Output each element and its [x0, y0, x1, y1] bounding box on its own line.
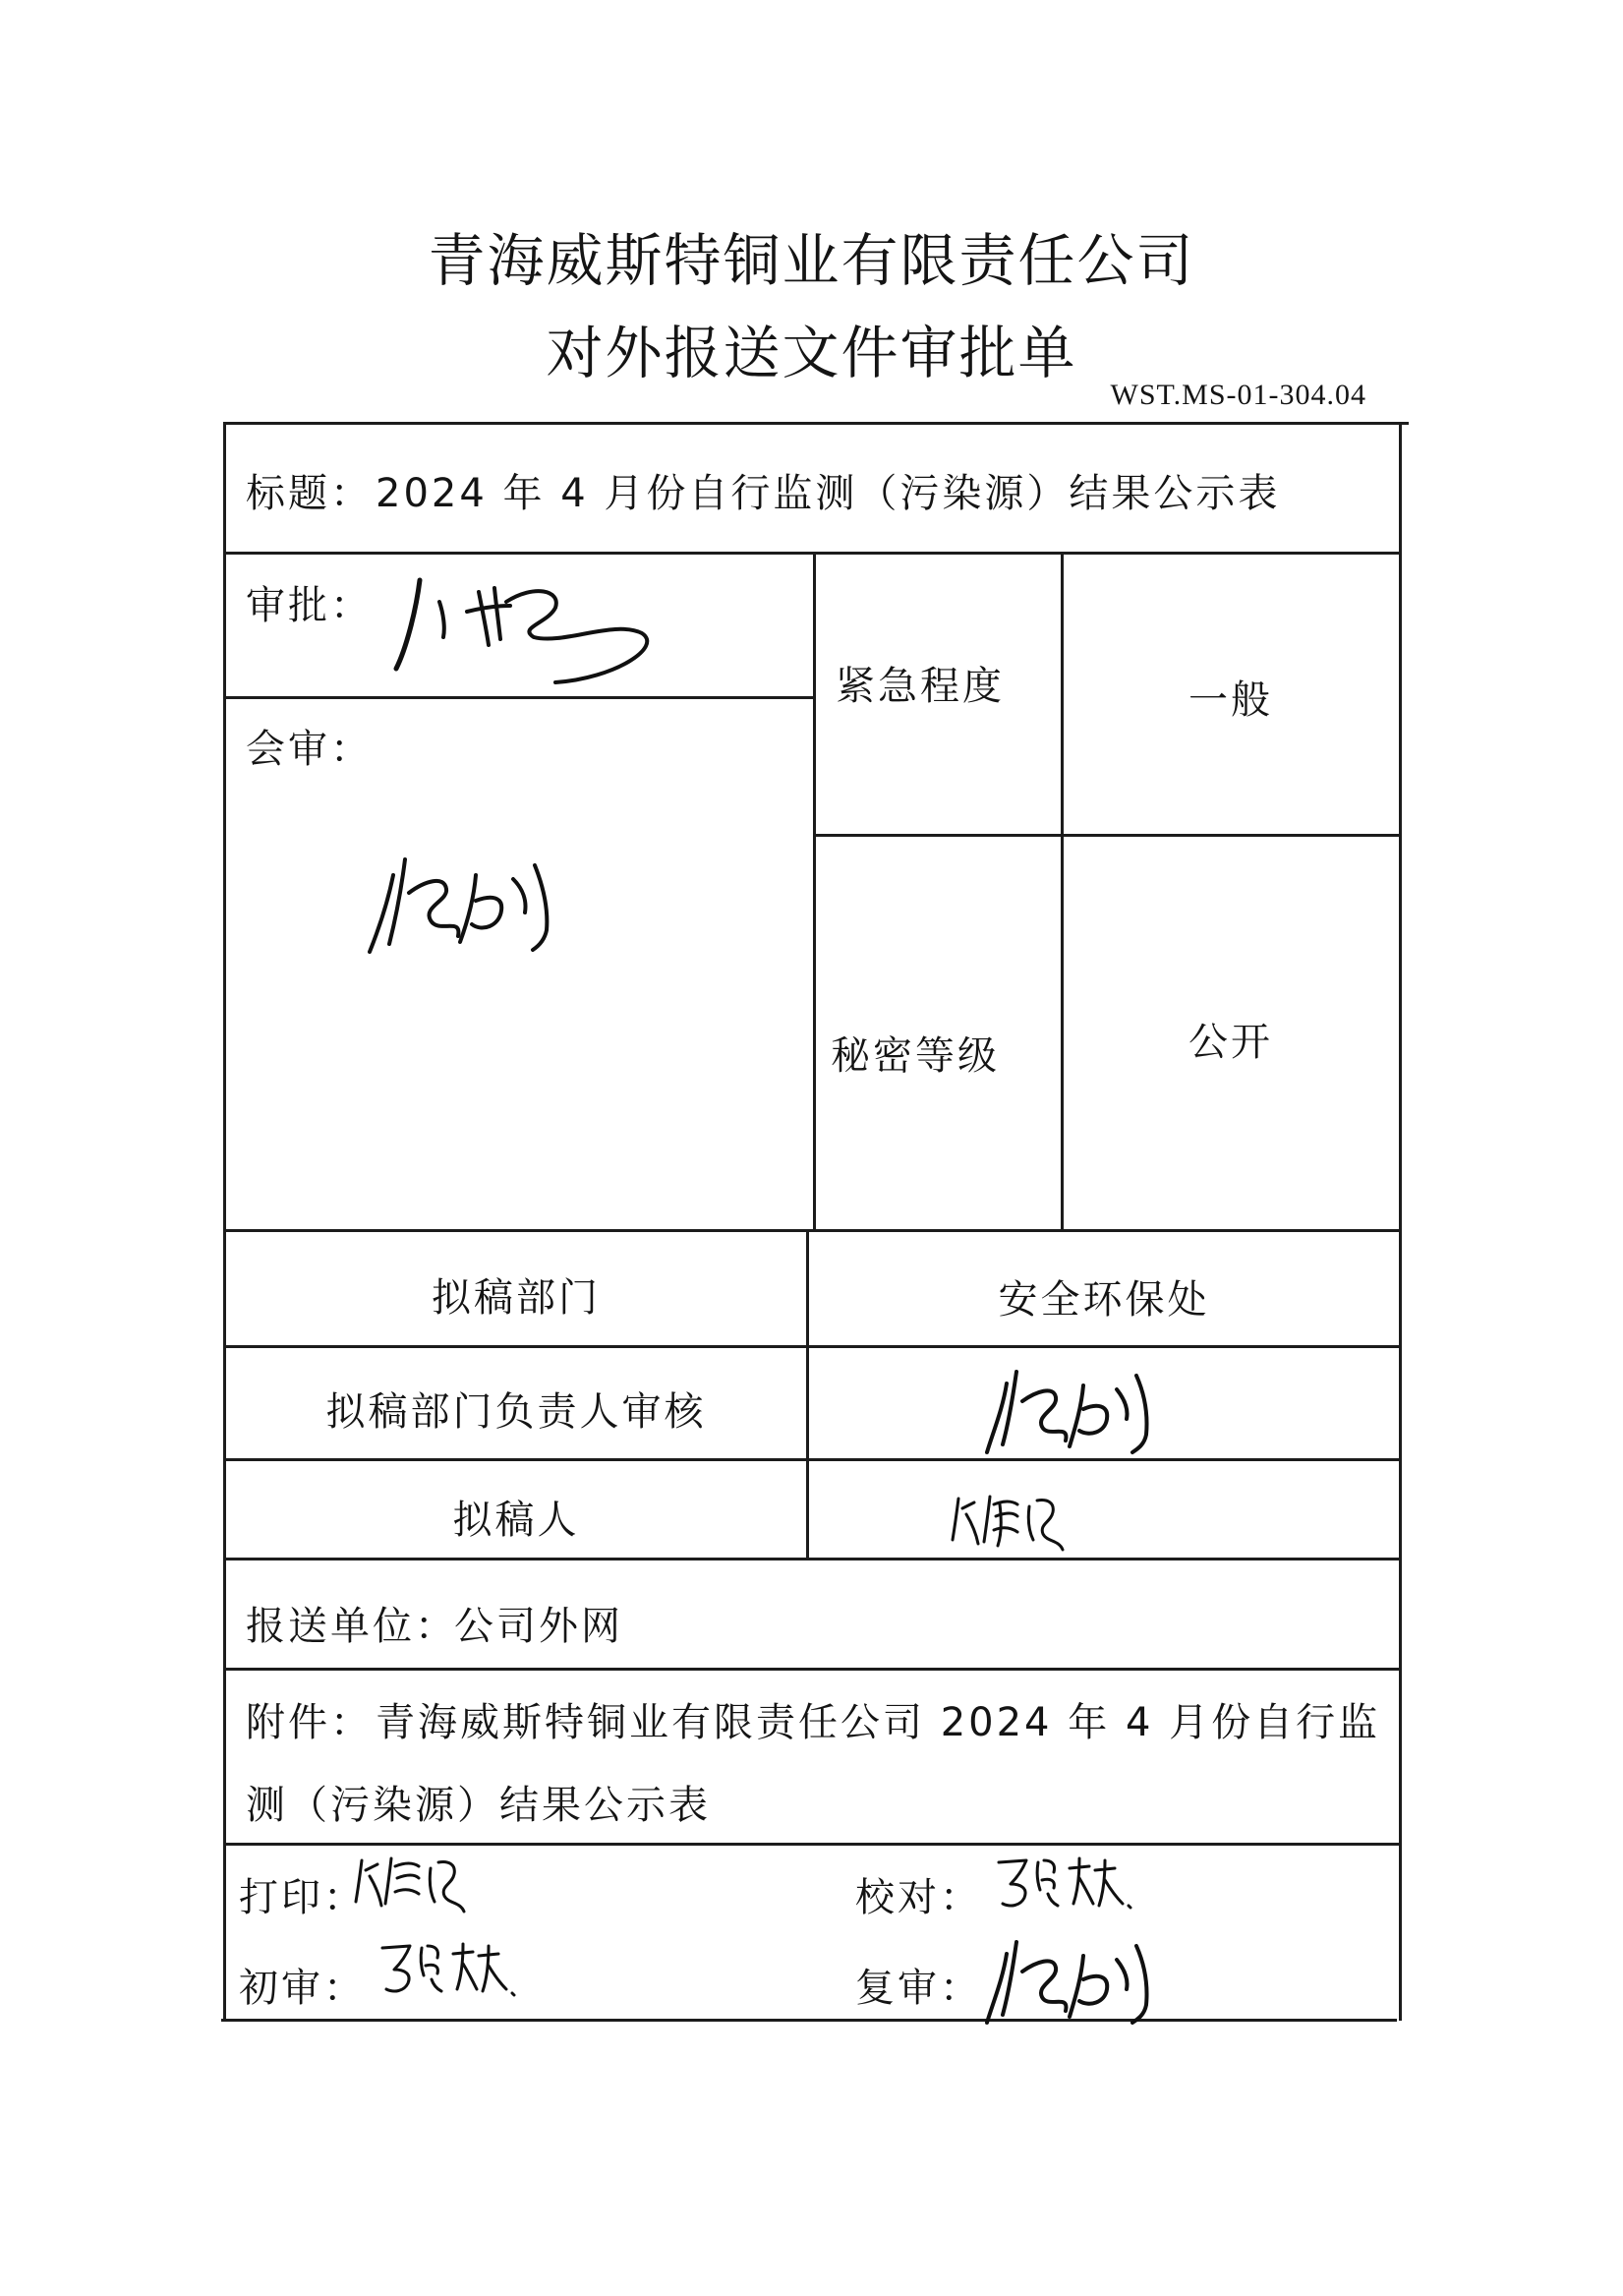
- company-title: 青海威斯特铜业有限责任公司: [428, 227, 1195, 294]
- dept-head-review-label: 拟稿部门负责人审核: [325, 1389, 707, 1435]
- print-label: 打印：: [239, 1875, 366, 1920]
- table-border-left: [223, 422, 226, 2021]
- second-review-label: 复审：: [855, 1966, 982, 2011]
- row-divider: [224, 1843, 1401, 1846]
- countersign-label: 会审：: [246, 727, 373, 772]
- table-border-top: [224, 422, 1409, 425]
- approval-signature: [388, 562, 683, 700]
- drafter-label: 拟稿人: [452, 1498, 580, 1543]
- proofread-signature: [993, 1849, 1140, 1917]
- secrecy-value: 公开: [1188, 1020, 1273, 1065]
- document-number: WST.MS-01-304.04: [1110, 379, 1366, 411]
- urgency-label: 紧急程度: [836, 664, 1005, 709]
- first-review-signature: [377, 1932, 524, 2006]
- drafter-signature: [949, 1485, 1076, 1554]
- row-divider: [224, 1558, 1401, 1560]
- row-divider: [224, 1668, 1401, 1671]
- table-border-right: [1399, 422, 1402, 2021]
- urgency-value: 一般: [1188, 677, 1273, 723]
- attachment-line1: 青海威斯特铜业有限责任公司 2024 年 4 月份自行监: [376, 1700, 1381, 1745]
- dept-head-signature: [983, 1362, 1180, 1460]
- proofread-label: 校对：: [855, 1875, 982, 1920]
- secrecy-label: 秘密等级: [831, 1033, 1000, 1079]
- second-review-signature: [983, 1932, 1170, 2031]
- report-unit-value: 公司外网: [454, 1604, 623, 1649]
- column-divider: [1061, 552, 1064, 1229]
- first-review-label: 初审：: [239, 1966, 366, 2011]
- row-divider: [814, 834, 1401, 837]
- countersign-signature: [366, 846, 582, 964]
- row-divider: [224, 1458, 1401, 1461]
- title-label: 标题：: [246, 471, 373, 516]
- approval-label: 审批：: [246, 583, 373, 628]
- table-border-bottom: [221, 2019, 1397, 2022]
- column-divider: [813, 552, 816, 1229]
- drafting-dept-value: 安全环保处: [998, 1277, 1210, 1323]
- row-divider: [224, 1345, 1401, 1348]
- form-title: 对外报送文件审批单: [546, 320, 1077, 386]
- attachment-label: 附件：: [246, 1700, 373, 1745]
- title-value: 2024 年 4 月份自行监测（污染源）结果公示表: [376, 471, 1281, 516]
- attachment-line2: 测（污染源）结果公示表: [246, 1783, 711, 1828]
- drafting-dept-label: 拟稿部门: [432, 1275, 601, 1321]
- print-signature: [352, 1849, 470, 1917]
- report-unit-label: 报送单位：: [246, 1604, 457, 1649]
- row-divider: [224, 1229, 1401, 1232]
